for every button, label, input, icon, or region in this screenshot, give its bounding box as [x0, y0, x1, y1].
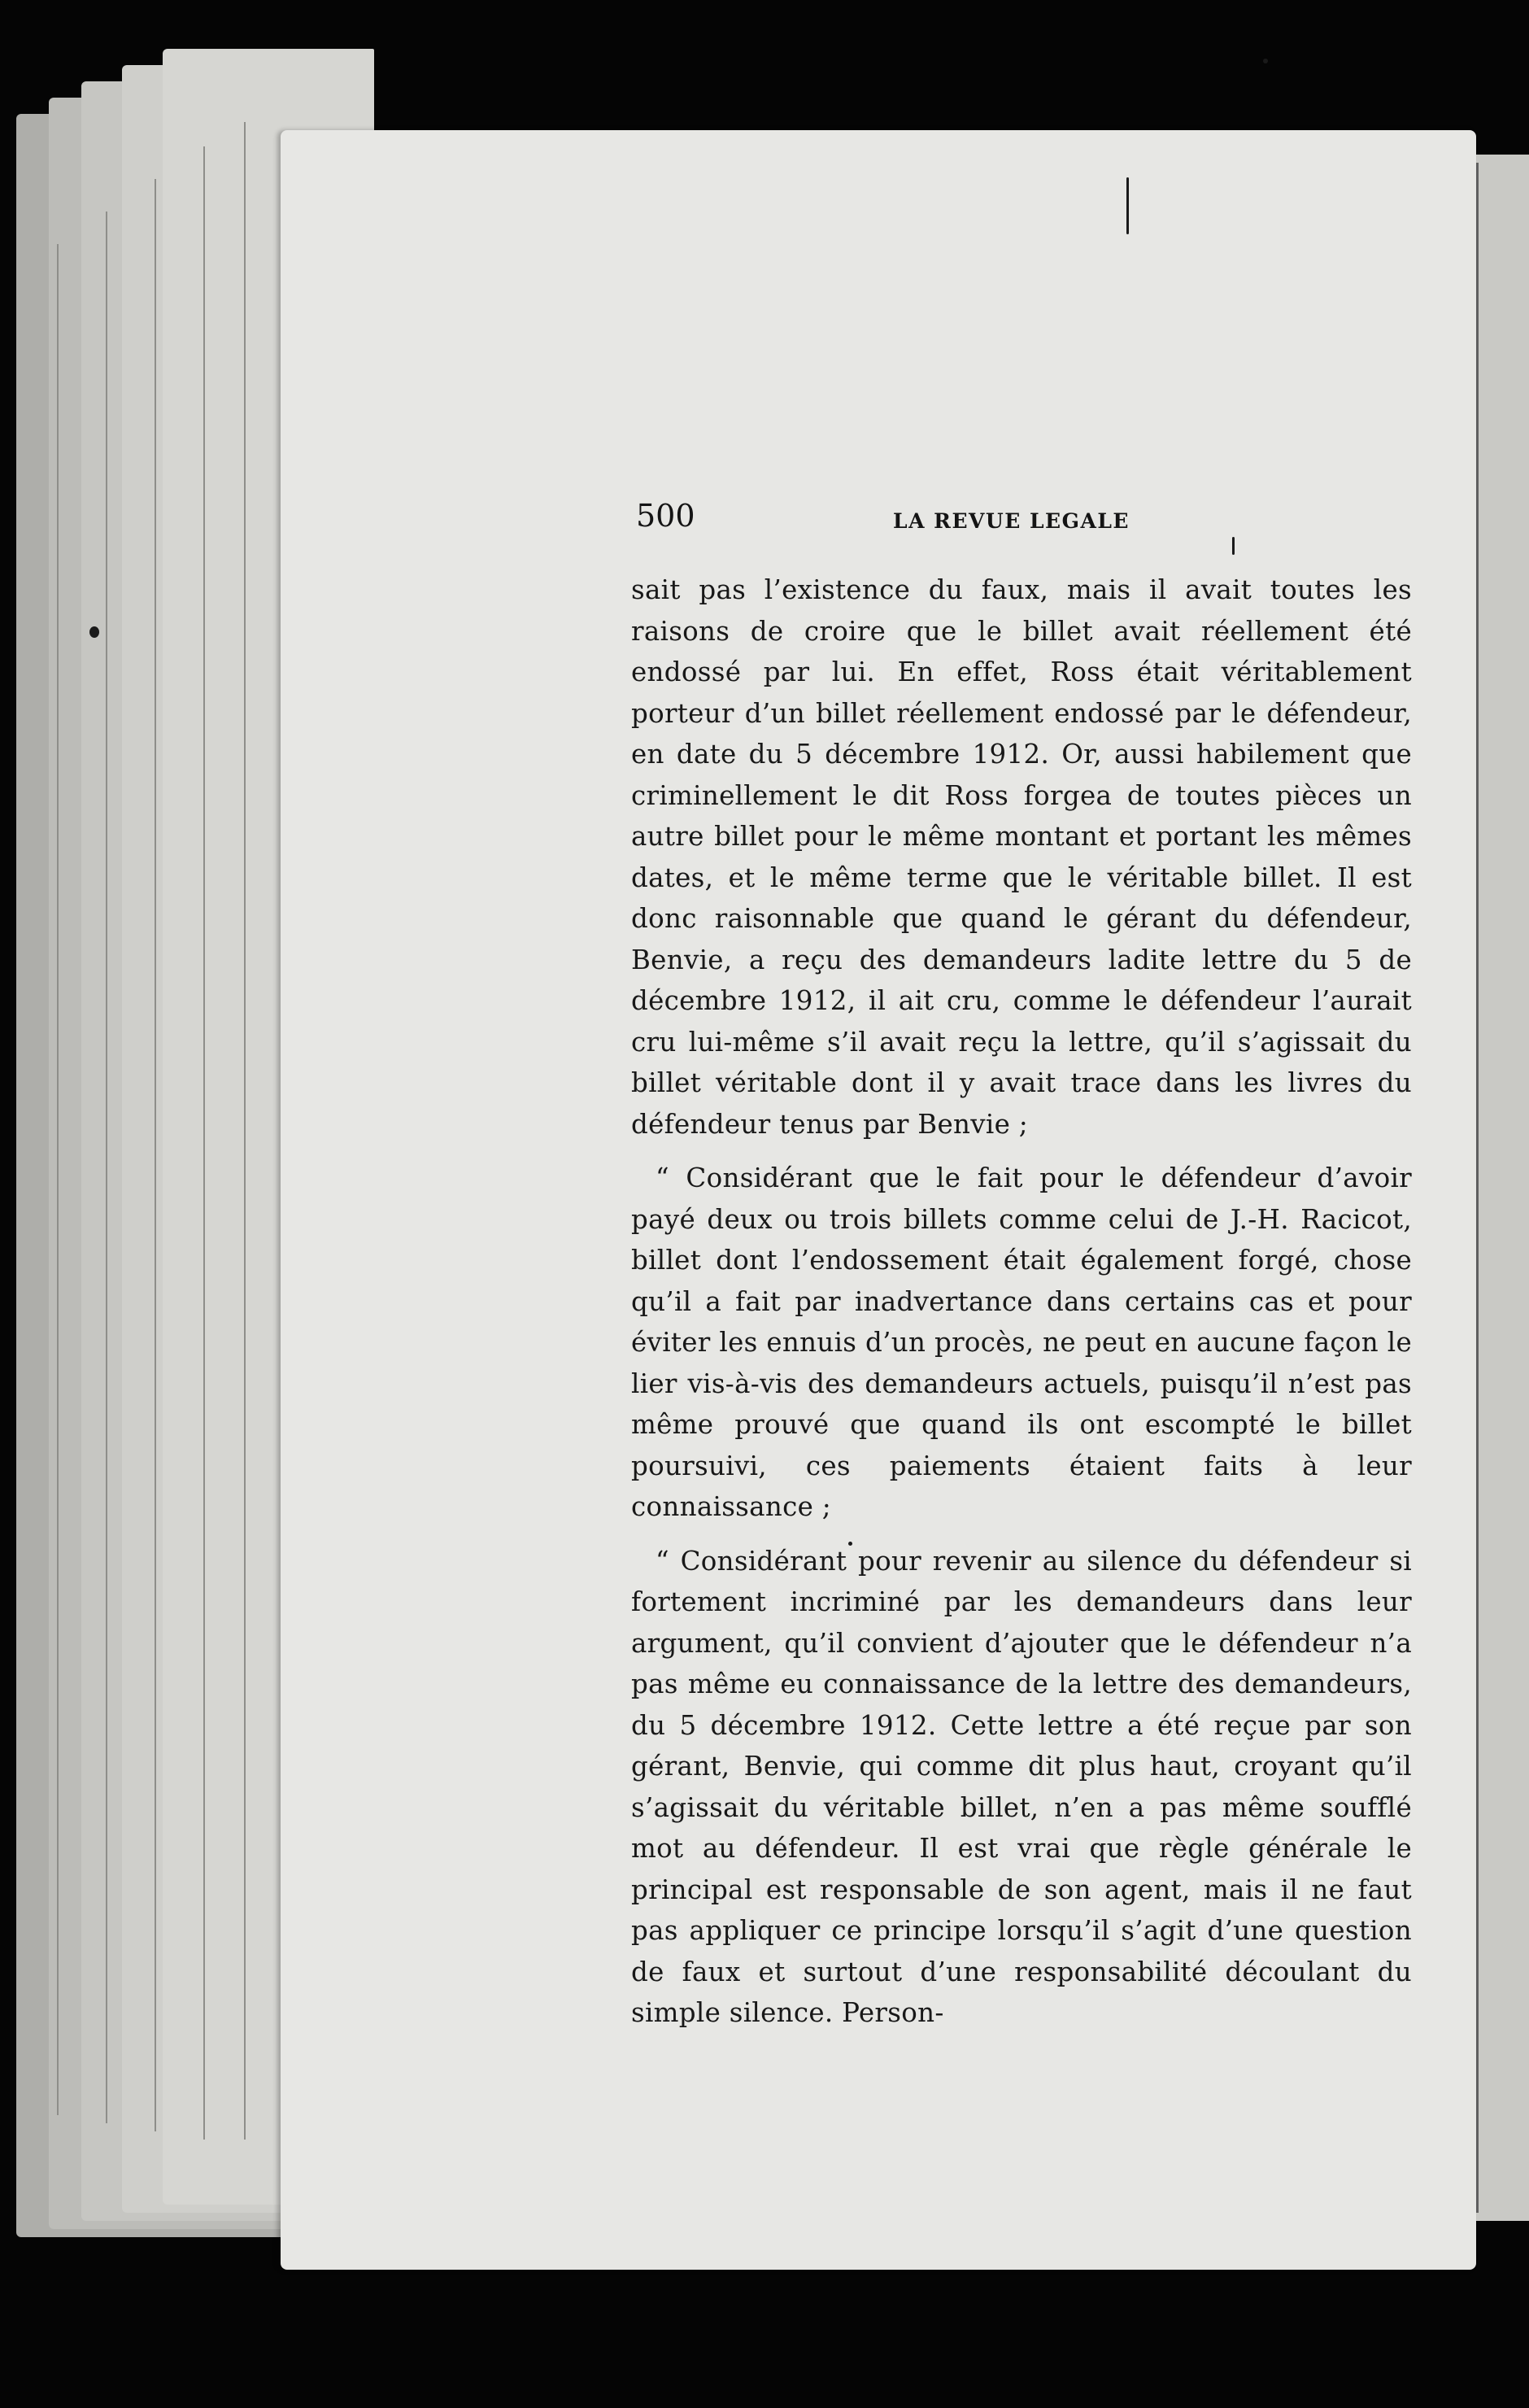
scan-speck — [89, 626, 99, 638]
paragraph-continuation: sait pas l’existence du faux, mais il avait toutes les raisons de croire que le billet avait réellement été endossé par lui. En effet, Ross était véritablement porteur d’un billet réellement endossé par le défendeur, en date du 5 décembre 1912. Or, aussi habilement que criminellement le dit Ross forgea de toutes pièces un autre billet pour le même montant et portant les mêmes dates, et le même terme que le véritable billet. Il est donc raisonnable que quand le gérant du défendeur, Benvie, a reçu des demandeurs ladite lettre du 5 de décembre 1912, il ait cru, comme le défendeur l’aurait cru lui-même s’il avait reçu la lettre, qu’il s’agissait du billet véritable dont il y avait trace dans les livres du défendeur tenus par Benvie ; — [631, 574, 1412, 1140]
running-header — [636, 498, 1181, 547]
body-text — [631, 569, 1412, 2028]
paragraph-considerant-2: “ Considérant pour revenir au silence du défendeur si fortement incriminé par les demandeurs dans leur argument, qu’il convient d’ajouter que le défendeur n’a pas même eu connaissance de la lettre des demandeurs, du 5 décembre 1912. Cette lettre a été reçue par son gérant, Benvie, qui comme dit plus haut, croyant qu’il s’agissait du véritable billet, n’en a pas même soufflé mot au défendeur. Il est vrai que règle générale le principal est responsable de son agent, mais il ne faut pas appliquer ce principe lorsqu’il s’agit d’une question de faux et surtout d’une responsabilité découlant du simple silence. Person- — [631, 1545, 1412, 2028]
running-title: LA REVUE LEGALE — [893, 509, 1130, 533]
page-edge-line — [203, 146, 205, 2140]
paragraph-considerant-1: “ Considérant que le fait pour le défendeur d’avoir payé deux ou trois billets comme celui de J.-H. Racicot, billet dont l’endossement était également forgé, chose qu’il a fait par inadvertance dans certains cas et pour éviter les ennuis d’un procès, ne peut en aucune façon le lier vis-à-vis des demandeurs actuels, puisqu’il n’est pas même prouvé que quand ils ont escompté le billet poursuivi, ces paiements étaient faits à leur connaissance ; — [631, 1163, 1412, 1522]
scan-mark — [1232, 537, 1235, 555]
scan-mark — [1126, 177, 1129, 234]
page-edge-line — [244, 122, 246, 2140]
scan-speck — [1263, 59, 1268, 63]
page-edge-line — [106, 212, 107, 2123]
page-edge-line — [57, 244, 59, 2115]
page-number: 500 — [636, 498, 695, 534]
page-edge-line — [155, 179, 156, 2131]
